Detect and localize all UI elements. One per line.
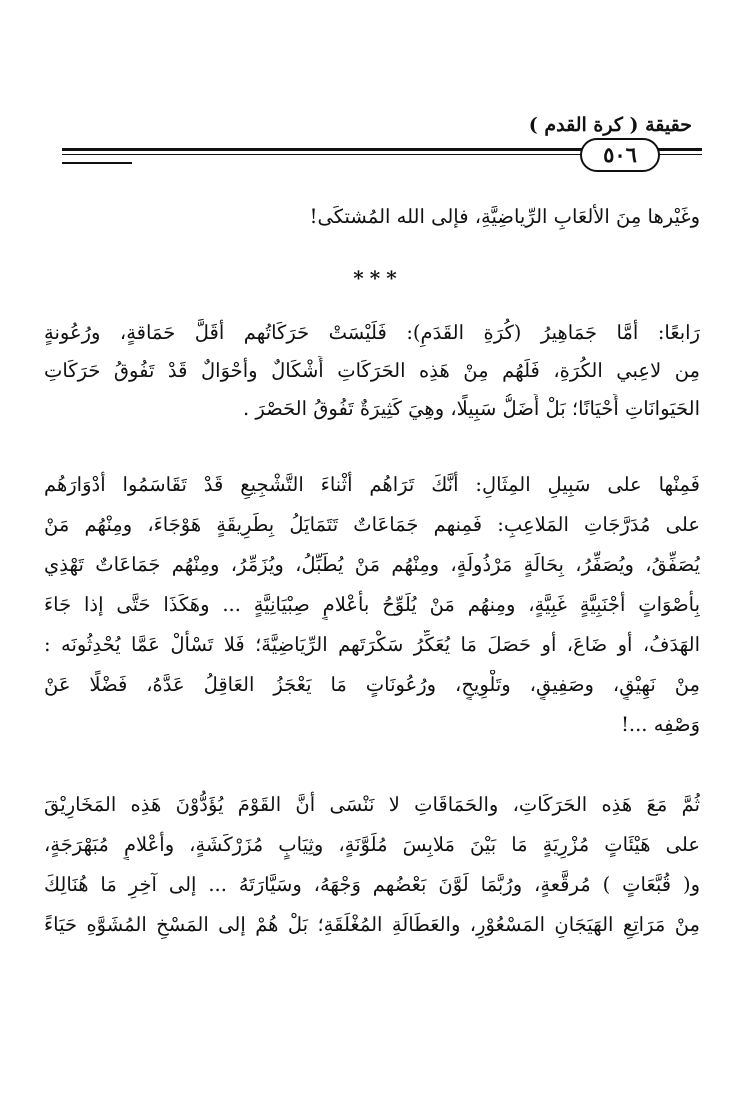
header-rule-left (62, 162, 132, 164)
text-line: مِنْ مَرَاتِعِ الهَيَجَانِ المَسْعُوْرِ، والعَطَالَةِ المُغْلَقَةِ؛ بَلْ هُمْ إلى المَسْخِ المُشَوَّهِ حَيَاءً (44, 913, 700, 936)
text-line: مِن لاعِبي الكُرَةِ، فَلَهُم مِنْ هَذِه الحَرَكَاتِ أَشْكَالٌ وأحْوَالٌ قَدْ تَفُوقُ حَرَكَاتِ (44, 359, 700, 382)
text-line: رَابعًا: أمَّا جَمَاهِيرُ (كُرَةِ القَدَمِ): فَلَيْسَتْ حَرَكَاتُهم أقَلَّ حَمَاقةٍ، ورُعُونةٍ (44, 321, 700, 344)
text-line: يُصَفِّقُ، ويُصَفِّرُ، بِحَالَةٍ مَرْذُولَةٍ، ومِنْهُم مَنْ يُطَبِّلُ، ويُزَمِّرُ، ومِنْهُم جَمَاعَاتٌ تَهْذِي (44, 553, 700, 576)
text-line: وغَيْرها مِنَ الألعَابِ الرِّياضِيَّةِ، فإلى الله المُشتكَى! (309, 205, 700, 228)
text-line: فَمِنْها على سَبِيلِ المِثَالِ: أنَّكَ تَرَاهُم أثْناءَ التَّشْجِيعِ قَدْ تَقَاسَمُوا أدْوَارَهُم (44, 473, 700, 496)
text-line: الحَيَوانَاتِ أَحْيَانًا؛ بَلْ أَضَلُّ سَبِيلًا، وهِيَ كَثِيرَةٌ تَفُوقُ الحَصْرَ . (243, 397, 700, 420)
text-line: على مُدَرَّجَاتِ المَلاعِبِ: فَمِنهم جَمَاعَاتٌ تَتَمَايَلُ بِطَرِيقَةٍ هَوْجَاءَ، ومِنْهُم مَنْ (44, 513, 700, 536)
text-line: و( قُبَّعَاتٍ ) مُرقَّعةٍ، ورُبَّمَا لَوَّنَ بَعْضُهم وَجْهَهُ، وسَيَّارَتَهُ ... إلى آخِرِ مَا هُنَالِكَ (44, 873, 700, 896)
section-separator: *** (353, 266, 403, 290)
text-line: وَصْفِه ...! (621, 713, 700, 736)
text-line: بِأصْوَاتٍ أجْنَبِيَّةٍ غَبِيَّةٍ، ومِنهُم مَنْ يُلَوِّحُ بأعْلامٍ صِبْيَانِيَّةٍ ... وهَكَذَا حَتَّى إذا جَاءَ (44, 593, 700, 616)
text-line: على هَيْئَاتٍ مُزْرِيَةٍ مَا بَيْنَ مَلابِسَ مُلَوَّنَةٍ، وثِيَابٍ مُزَرْكَشَةٍ، وأعْلامٍ مُبَهْرَجَةٍ، (44, 833, 700, 856)
page-number: ٥٠٦ (580, 138, 660, 172)
text-line: الهَدَفُ، أو ضَاعَ، أو حَصَلَ مَا يُعَكِّرُ سَكْرَتَهم الرِّيَاضِيَّةَ؛ فَلا تَسْأَلْ عَمَّا يُحْدِثُونَه : (44, 633, 700, 656)
running-title: حقيقة ( كرة القدم ) (528, 114, 692, 136)
text-line: مِنْ نَهِيْقٍ، وصَفِيقٍ، وتَلْوِيحٍ، ورُعُونَاتٍ مَا يَعْجَزُ العَاقِلُ عَدَّهُ، فَضْلًا عَنْ (44, 673, 700, 696)
page-header (62, 110, 702, 172)
text-line: ثُمَّ مَعَ هَذِه الحَرَكَاتِ، والحَمَاقَاتِ لا نَنْسَى أنَّ القَوْمَ يُؤَدُّوْنَ هَذِه المَخَارِيْقَ (44, 793, 700, 816)
